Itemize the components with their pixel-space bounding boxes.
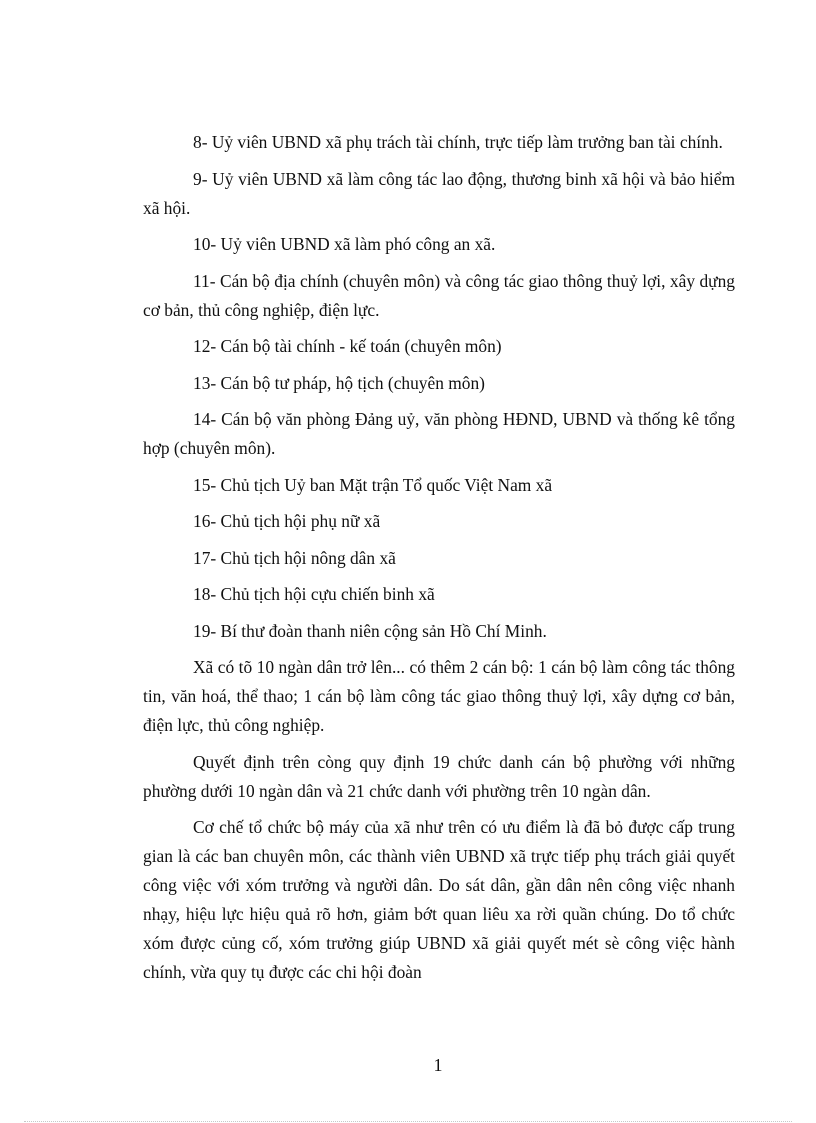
list-item-19: 19- Bí thư đoàn thanh niên cộng sản Hồ Chí Minh.	[193, 620, 547, 641]
body-text	[143, 128, 735, 995]
list-item-18: 18- Chủ tịch hội cựu chiến binh xã	[193, 584, 435, 604]
list-item-13: 13- Cán bộ tư pháp, hộ tịch (chuyên môn)	[193, 372, 485, 393]
paragraph-mechanism: Cơ chế tổ chức bộ máy của xã như trên có ưu điểm là đã bỏ được cấp trung gian là các ban chuyên môn, các thành viên UBND xã trực tiếp phụ trách giải quyết công việc với xóm trưởng và người dân. Do sát dân, gần dân nên công việc nhanh nhạy, hiệu lực hiệu quả rõ hơn, giảm bớt quan liêu xa rời quần chúng. Do tổ chức xóm được củng cố, xóm trưởng giúp UBND xã giải quyết mét sè công việc hành chính, vừa quy tụ được các chi hội đoàn	[143, 817, 735, 982]
list-item-8: 8- Uỷ viên UBND xã phụ trách tài chính, trực tiếp làm trưởng ban tài chính.	[193, 132, 723, 152]
page-bottom-divider	[24, 1121, 792, 1122]
list-item-16: 16- Chủ tịch hội phụ nữ xã	[193, 511, 381, 531]
page-number: 1	[433, 1055, 443, 1075]
list-item-9: 9- Uỷ viên UBND xã làm công tác lao động, thương binh xã hội và bảo hiểm xã hội.	[143, 168, 735, 218]
list-item-10: 10- Uỷ viên UBND xã làm phó công an xã.	[193, 234, 496, 254]
list-item-12: 12- Cán bộ tài chính - kế toán (chuyên môn)	[193, 336, 502, 356]
list-item-11: 11- Cán bộ địa chính (chuyên môn) và công tác giao thông thuỷ lợi, xây dựng cơ bản, thủ công nghiệp, điện lực.	[143, 270, 735, 320]
paragraph-additional-staff: Xã có tõ 10 ngàn dân trở lên... có thêm 2 cán bộ: 1 cán bộ làm công tác thông tin, văn hoá, thể thao; 1 cán bộ làm công tác giao thông thuỷ lợi, xây dựng cơ bản, điện lực, thủ công nghiệp.	[143, 657, 735, 735]
paragraph-ward-regulation: Quyết định trên còng quy định 19 chức danh cán bộ phường với những phường dưới 10 ngàn dân và 21 chức danh với phường trên 10 ngàn dân.	[143, 751, 735, 801]
list-item-17: 17- Chủ tịch hội nông dân xã	[193, 547, 396, 568]
list-item-14: 14- Cán bộ văn phòng Đảng uỷ, văn phòng HĐND, UBND và thống kê tổng hợp (chuyên môn).	[143, 409, 735, 458]
list-item-15: 15- Chủ tịch Uỷ ban Mặt trận Tổ quốc Việt Nam xã	[193, 474, 553, 495]
